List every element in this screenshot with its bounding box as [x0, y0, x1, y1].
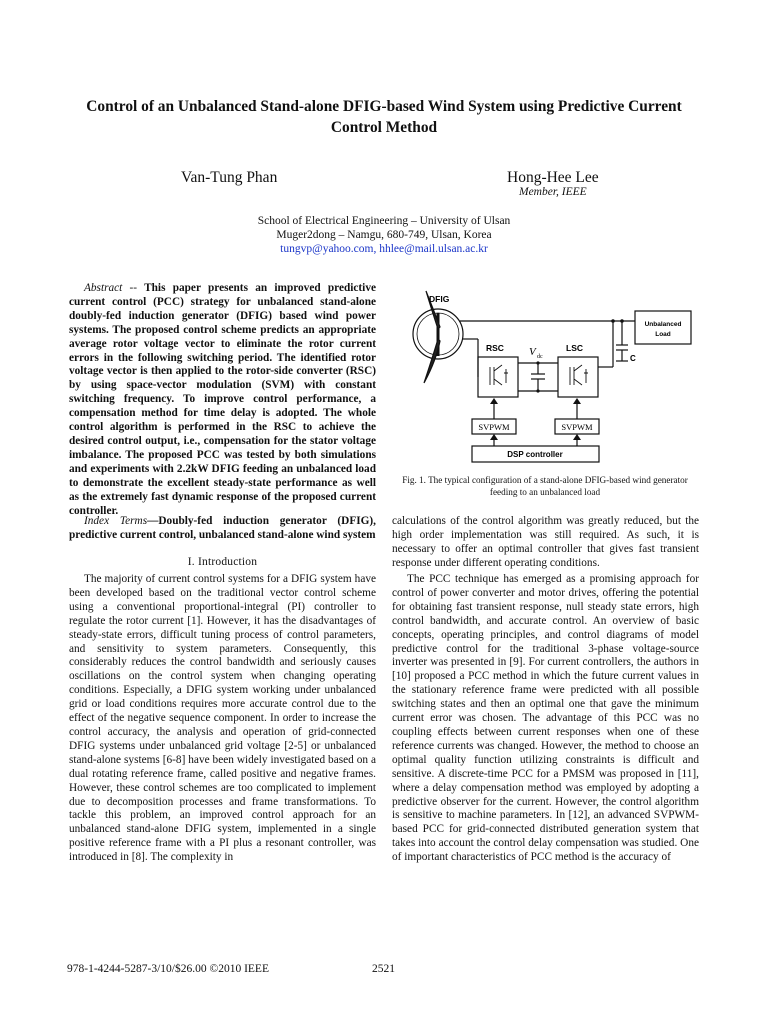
footer-isbn: 978-1-4244-5287-3/10/$26.00 ©2010 IEEE: [67, 963, 269, 975]
section-heading-introduction: I. Introduction: [187, 556, 258, 568]
index-terms-label: Index Terms: [84, 515, 148, 527]
svpwm-right-label: SVPWM: [561, 422, 593, 432]
page-number: 2521: [372, 963, 395, 975]
dsp-controller-label: DSP controller: [507, 450, 563, 459]
abstract: [69, 282, 376, 518]
intro-paragraph-left: The majority of current control systems for a DFIG system have been developed based on the traditional vector control scheme using a conventional proportional-integral (PI) controller to regulate the rotor current [1]. However, it has the disadvantages of steady-state errors, difficult tuning process of control parameters, and sensitivity to system parameters. Consequently, this considerably reduces the control bandwidth and seriously causes oscillations on the control system when changing operating conditions. Especially, a DFIG system working under unbalanced grid or load conditions requires more accurate control due to the effect of the negative sequence component. In order to increase the control accuracy, the analysis and operation of grid-connected DFIG systems under unbalanced grid voltage [2-5] or unbalanced stand-alone systems [6-8] have been widely investigated based on a dual rotating reference frame, called positive and negative frames. However, these control schemes are too complicated to implement due to decomposition processes and frame transformations. To tackle this problem, an improved control approach for an unbalanced stand-alone DFIG system, implemented in a single positive reference frame with a PI plus a resonant controller, was introduced in [8]. The complexity in: [69, 573, 376, 864]
right-column-continuation: calculations of the control algorithm was greatly reduced, but the high order implementation was still required. As such, it is necessary to offer an optimal controller that gives fast transient response under different operating conditions.: [392, 515, 699, 569]
paper-title: Control of an Unbalanced Stand-alone DFIG-based Wind System using Predictive Current Control Method: [86, 98, 682, 136]
lsc-label: LSC: [566, 343, 583, 353]
abstract-text: This paper presents an improved predictive current control (PCC) strategy for unbalanced stand-alone doubly-fed induction generator (DFIG) based wind power systems. The proposed control scheme predicts an appropriate average rotor voltage vector to eliminate the rotor current errors in the following switching period. The identified rotor voltage vector is then applied to the rotor-side converter (RSC) by using space-vector modulation (SVM) with constant switching frequency. To improve control performance, a compensation method for time delay is adopted. The whole control algorithm is performed in the RSC to achieve the desired control output, i.e., compensation for the stator voltage imbalance. The proposed PCC was tested by both simulations and experiments with 2.2kW DFIG feeding an unbalanced load to demonstrate the excellent steady-state performance as well as the extremely fast dynamic response of the proposed current controller.: [69, 282, 376, 517]
figure-1-diagram: [398, 281, 698, 467]
index-terms-text: —Doubly-fed induction generator (DFIG), predictive current control, unbalanced stand-alone wind system: [69, 515, 377, 541]
rsc-label: RSC: [486, 343, 504, 353]
turbine-blade-lower: [424, 339, 440, 383]
capacitor-label: C: [630, 354, 636, 363]
right-column-paragraph-2: The PCC technique has emerged as a promising approach for control of power converter and motor drives, offering the potential for obtaining fast transient response, null steady state errors, high control bandwidth, and accurate control. An overview of basic concepts, operating principles, and control diagrams of model predictive control for the traditional 3-phase voltage-source inverter was presented in [9]. For current controllers, the authors in [10] proposed a PCC method in which the future current values in the stationary reference frame were predicted with all possible switching states and then an optimal one that gave the minimum current error was chosen. The advantage of this PCC was no coupling effects between current responses when one of these reference currents was changed. However, the method to choose an optimal quality function utilizing constraints is difficult and sensitive. A discrete-time PCC for a PMSM was proposed in [11], where a delay compensation method was employed by adopting a predictive observer for the current. However, the control algorithm is sensitive to machine parameters. In [12], an advanced SVPWM-based PCC for grid-connected distributed generation system that takes into account the control delay compensation was studied. One of important characteristics of PCC method is the accuracy of: [392, 573, 699, 864]
vdc-subscript: dc: [537, 354, 543, 360]
svpwm-left-label: SVPWM: [478, 422, 510, 432]
dfig-label: DFIG: [429, 294, 450, 304]
author-emails[interactable]: tungvp@yahoo.com, hhlee@mail.ulsan.ac.kr: [280, 243, 488, 255]
author-2-name: Hong-Hee Lee: [507, 169, 599, 186]
vdc-label: V: [529, 346, 536, 358]
lsc-converter-box: [558, 357, 598, 397]
rsc-converter-box: [478, 357, 518, 397]
author-2-membership: Member, IEEE: [519, 186, 587, 198]
affiliation-line-1: School of Electrical Engineering – University of Ulsan: [257, 215, 511, 227]
load-label-line-2: Load: [655, 331, 671, 338]
index-terms: [69, 515, 376, 543]
affiliation-line-2: Muger2dong – Namgu, 680-749, Ulsan, Korea: [276, 229, 492, 241]
author-1-name: Van-Tung Phan: [181, 169, 278, 186]
abstract-label: Abstract --: [84, 282, 138, 294]
figure-1-caption: Fig. 1. The typical configuration of a stand-alone DFIG-based wind generator feeding to an unbalanced load: [402, 475, 688, 497]
load-label-line-1: Unbalanced: [644, 321, 682, 328]
